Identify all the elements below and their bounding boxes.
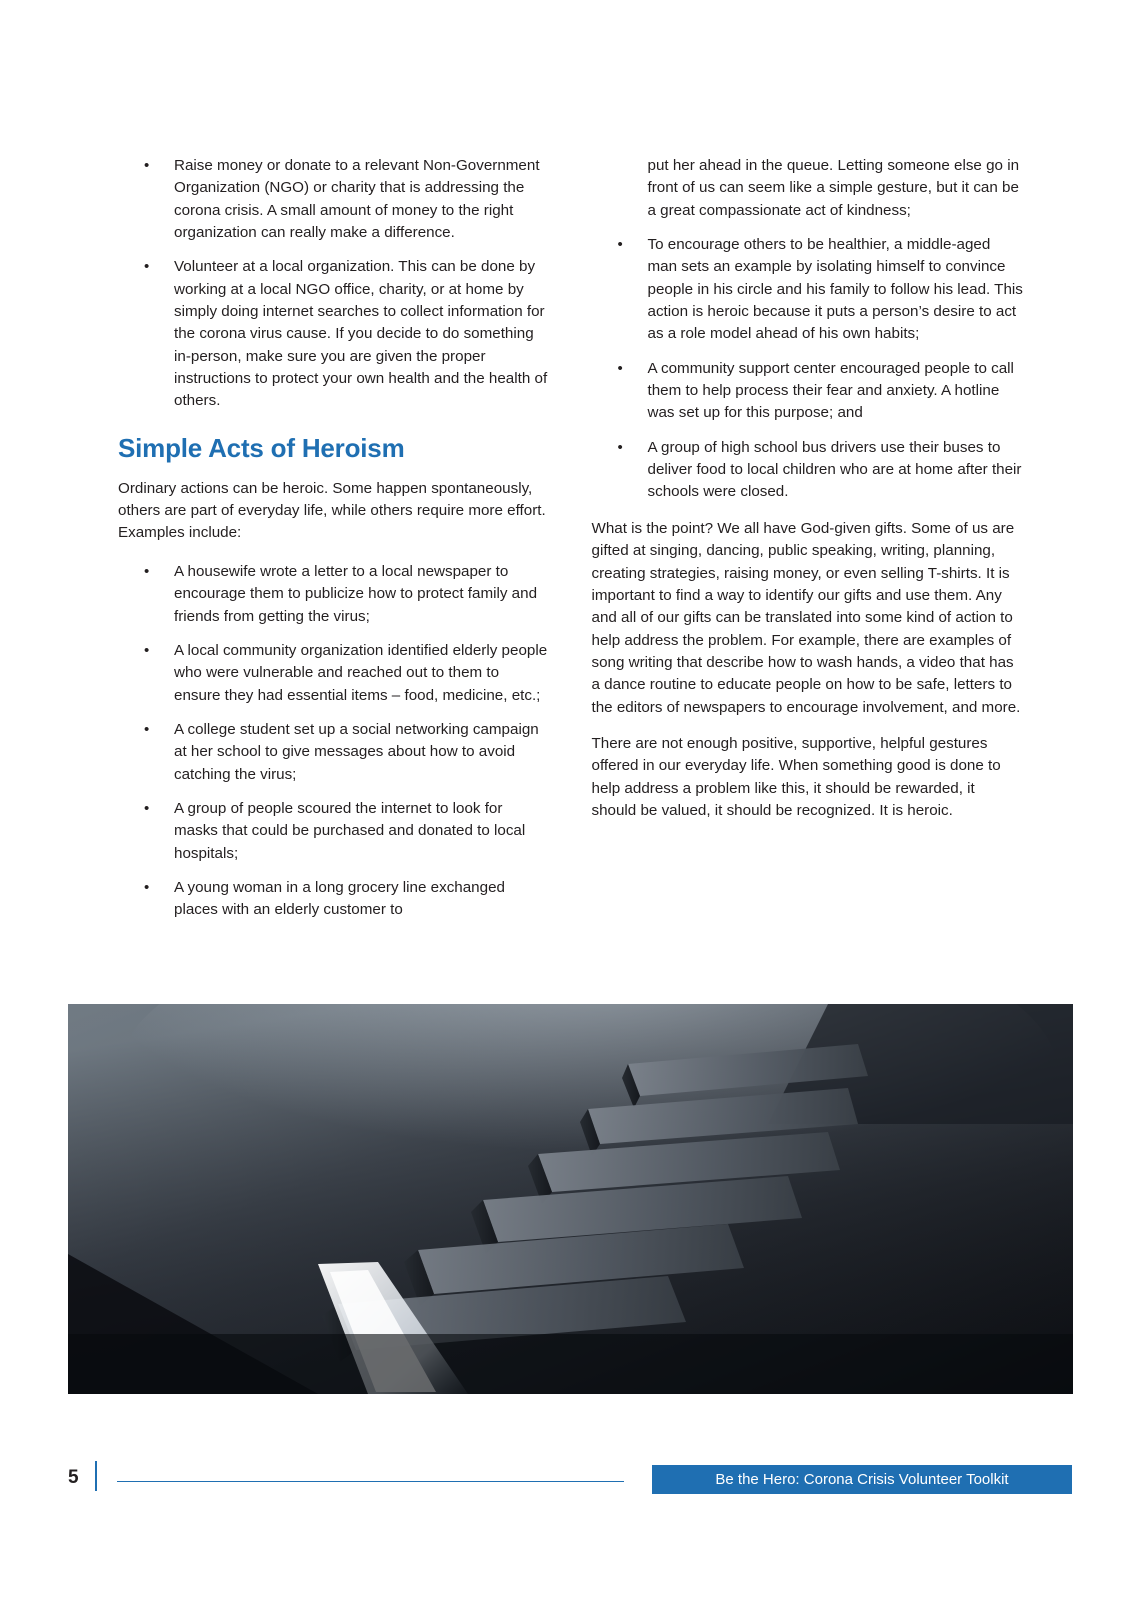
bullet-glyph-icon: • [617,359,623,377]
list-item [118,640,550,707]
examples-bullet-list [118,561,550,922]
section-heading: Simple Acts of Heroism [118,432,405,463]
list-item [118,877,550,922]
bullet-glyph-icon: • [144,878,150,896]
list-item [118,798,550,865]
list-item [592,358,1024,425]
list-item [118,719,550,786]
bullet-glyph-icon: • [144,562,150,580]
footer-title-text: Be the Hero: Corona Crisis Volunteer Toolkit [715,1471,1009,1488]
body-paragraph: There are not enough positive, supportive, helpful gestures offered in our everyday life. When something good is done to help address a problem like this, it should be rewarded, it should be valued, it should be recognized. It is heroic. [591,734,1001,819]
list-item [592,155,1024,222]
list-item-text: A group of high school bus drivers use their buses to deliver food to local children who are at home after their schools were closed. [647,438,1022,501]
page-content [118,155,1023,936]
list-item-text: A college student set up a social networking campaign at her school to give messages about how to avoid catching the virus; [174,720,539,783]
list-item [118,155,550,244]
left-top-bullet-list [118,155,550,413]
footer-rule [117,1481,624,1482]
bullet-glyph-icon: • [144,641,150,659]
left-column [118,155,550,936]
bullet-glyph-icon: • [144,258,150,276]
bullet-glyph-icon: • [144,157,150,174]
two-column-layout [118,155,1023,936]
bullet-glyph-icon: • [617,438,623,456]
bullet-glyph-icon: • [144,799,150,817]
list-item-text: Raise money or donate to a relevant Non-Government Organization (NGO) or charity that is addressing the corona crisis. A small amount of money to the right organization can really make a difference. [174,157,540,242]
list-item [592,437,1024,504]
footer-divider [95,1461,97,1491]
list-item-text: To encourage others to be healthier, a middle-aged man sets an example by isolating himself to convince people in his circle and his family to follow his lead. This action is heroic because it puts a person’s desire to act as a role model ahead of his own habits; [647,236,1023,343]
staircase-illustration [68,1004,1073,1394]
footer-title-tab [652,1465,1072,1494]
right-bullet-list [592,155,1024,504]
staircase-photo [68,1004,1073,1394]
list-item-text: A local community organization identified elderly people who were vulnerable and reached out to them to ensure they had essential items – food, medicine, etc.; [174,641,548,704]
body-paragraph: What is the point? We all have God-given gifts. Some of us are gifted at singing, dancing, public speaking, writing, planning, creating strategies, raising money, or even selling T-shirts. It is important to find a way to identify our gifts and use them. Any and all of our gifts can be translated into some kind of action to help address the problem. For example, there are examples of song writing that describe how to wash hands, a video that has a dance routine to educate people on how to be safe, letters to the editors of newspapers to encourage involvement, and more. [591,519,1021,716]
bullet-glyph-icon: • [144,720,150,738]
list-item-text: A young woman in a long grocery line exchanged places with an elderly customer to [174,878,505,919]
list-item-text: put her ahead in the queue. Letting someone else go in front of us can seem like a simple gesture, but it can be a great compassionate act of kindness; [647,157,1020,219]
bullet-glyph-icon: • [617,236,623,254]
page-footer [0,1455,1141,1515]
list-item [118,561,550,628]
list-item-text: A housewife wrote a letter to a local newspaper to encourage them to publicize how to protect family and friends from getting the virus; [174,562,538,625]
section-intro-paragraph: Ordinary actions can be heroic. Some happen spontaneously, others are part of everyday life, while others require more effort. Examples include: [118,479,546,542]
list-item [592,234,1024,346]
page-number: 5 [68,1467,79,1488]
list-item-text: A group of people scoured the internet to look for masks that could be purchased and donated to local hospitals; [174,799,526,862]
right-column [592,155,1024,836]
list-item [118,256,550,412]
list-item-text: A community support center encouraged people to call them to help process their fear and anxiety. A hotline was set up for this purpose; and [647,359,1014,422]
list-item-text: Volunteer at a local organization. This can be done by working at a local NGO office, charity, or at home by simply doing internet searches to collect information for the corona virus cause. If you decide to do something in-person, make sure you are given the proper instructions to protect your own health and the health of others. [174,258,548,410]
